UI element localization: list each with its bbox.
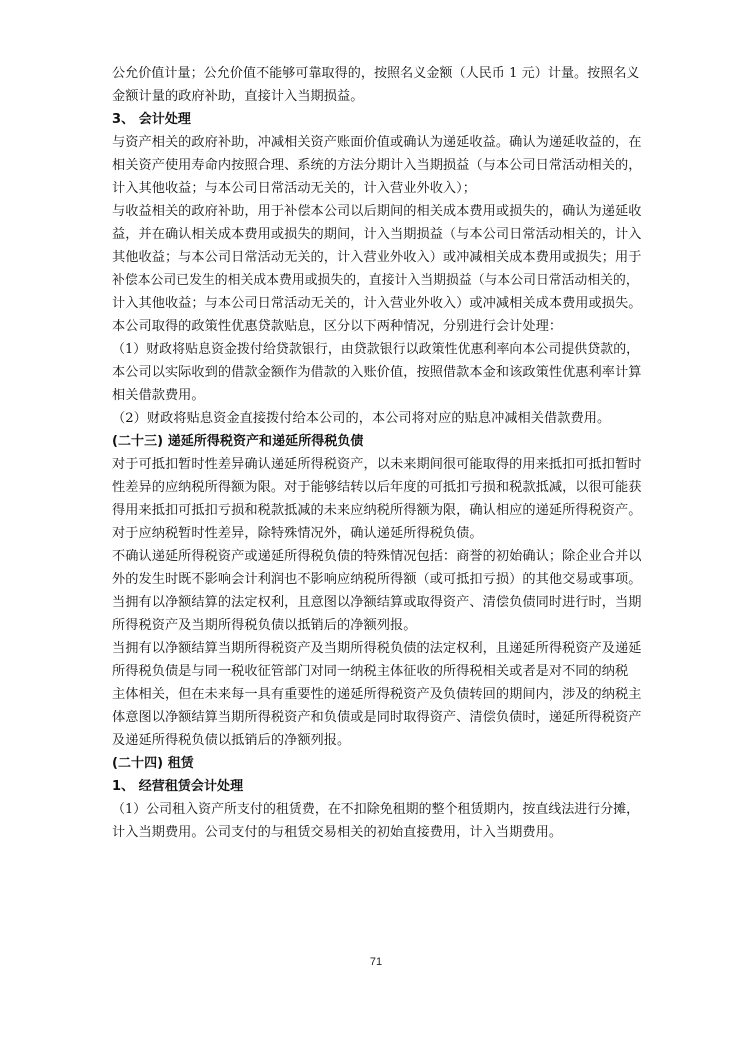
text-line: 性差异的应纳税所得额为限。对于能够结转以后年度的可抵扣亏损和税款抵减，以很可能获	[112, 480, 642, 495]
text-line: 金额计量的政府补助，直接计入当期损益。	[112, 89, 364, 104]
text-line: 公允价值计量；公允价值不能够可靠取得的，按照名义金额（人民币 1 元）计量。按照名义	[112, 66, 640, 81]
text-line: 主体相关，但在未来每一具有重要性的递延所得税资产及负债转回的期间内，涉及的纳税主	[112, 687, 642, 702]
text-line: 补偿本公司已发生的相关成本费用或损失的，直接计入当期损益（与本公司日常活动相关的，	[112, 273, 639, 288]
text-line: 外的发生时既不影响会计利润也不影响应纳税所得额（或可抵扣亏损）的其他交易或事项。	[112, 572, 642, 587]
text-line: 本公司以实际收到的借款金额作为借款的入账价值，按照借款本金和该政策性优惠利率计算	[112, 365, 642, 380]
section-heading: 3、 会计处理	[112, 112, 191, 127]
section-heading: 1、 经营租赁会计处理	[112, 779, 244, 794]
text-line: 所得税负债是与同一税收征管部门对同一纳税主体征收的所得税相关或者是对不同的纳税	[112, 664, 629, 679]
text-line: 其他收益；与本公司日常活动无关的，计入营业外收入）或冲减相关成本费用或损失；用于	[112, 250, 642, 265]
text-line: （1）公司租入资产所支付的租赁费，在不扣除免租期的整个租赁期内，按直线法进行分摊，	[112, 802, 640, 817]
text-line: 计入其他收益；与本公司日常活动无关的，计入营业外收入）或冲减相关成本费用或损失。	[112, 296, 642, 311]
text-line: 与收益相关的政府补助，用于补偿本公司以后期间的相关成本费用或损失的，确认为递延收	[112, 204, 642, 219]
text-line: 体意图以净额结算当期所得税资产和负债或是同时取得资产、清偿负债时，递延所得税资产	[112, 710, 642, 725]
document-body	[112, 62, 642, 844]
text-line: 所得税资产及当期所得税负债以抵销后的净额列报。	[112, 618, 417, 633]
text-line: 当拥有以净额结算当期所得税资产及当期所得税负债的法定权利，且递延所得税资产及递延	[112, 641, 642, 656]
text-line: 当拥有以净额结算的法定权利，且意图以净额结算或取得资产、清偿负债同时进行时，当期	[112, 595, 642, 610]
page-number: 71	[369, 956, 383, 968]
text-line: 计入当期费用。公司支付的与租赁交易相关的初始直接费用，计入当期费用。	[112, 825, 563, 840]
text-line: 对于可抵扣暂时性差异确认递延所得税资产，以未来期间很可能取得的用来抵扣可抵扣暂时	[112, 457, 642, 472]
text-line: 相关借款费用。	[112, 388, 205, 403]
text-line: 得用来抵扣可抵扣亏损和税款抵减的未来应纳税所得额为限，确认相应的递延所得税资产。	[112, 503, 642, 518]
text-line: 益，并在确认相关成本费用或损失的期间，计入当期损益（与本公司日常活动相关的，计入	[112, 227, 642, 242]
text-line: 计入其他收益；与本公司日常活动无关的，计入营业外收入）；	[112, 181, 477, 196]
text-line: （2）财政将贴息资金直接拨付给本公司的，本公司将对应的贴息冲减相关借款费用。	[112, 411, 611, 426]
section-heading: (二十四) 租赁	[112, 756, 194, 771]
text-line: 相关资产使用寿命内按照合理、系统的方法分期计入当期损益（与本公司日常活动相关的，	[112, 158, 642, 173]
text-line: 及递延所得税负债以抵销后的净额列报。	[112, 733, 351, 748]
text-line: 本公司取得的政策性优惠贷款贴息，区分以下两种情况，分别进行会计处理：	[112, 319, 563, 334]
text-line: 对于应纳税暂时性差异，除特殊情况外，确认递延所得税负债。	[112, 526, 483, 541]
text-line: 不确认递延所得税资产或递延所得税负债的特殊情况包括：商誉的初始确认；除企业合并以	[112, 549, 642, 564]
text-line: 与资产相关的政府补助，冲减相关资产账面价值或确认为递延收益。确认为递延收益的，在	[112, 135, 642, 150]
section-heading: (二十三) 递延所得税资产和递延所得税负债	[112, 434, 364, 449]
text-line: （1）财政将贴息资金拨付给贷款银行，由贷款银行以政策性优惠利率向本公司提供贷款的，	[112, 342, 640, 357]
